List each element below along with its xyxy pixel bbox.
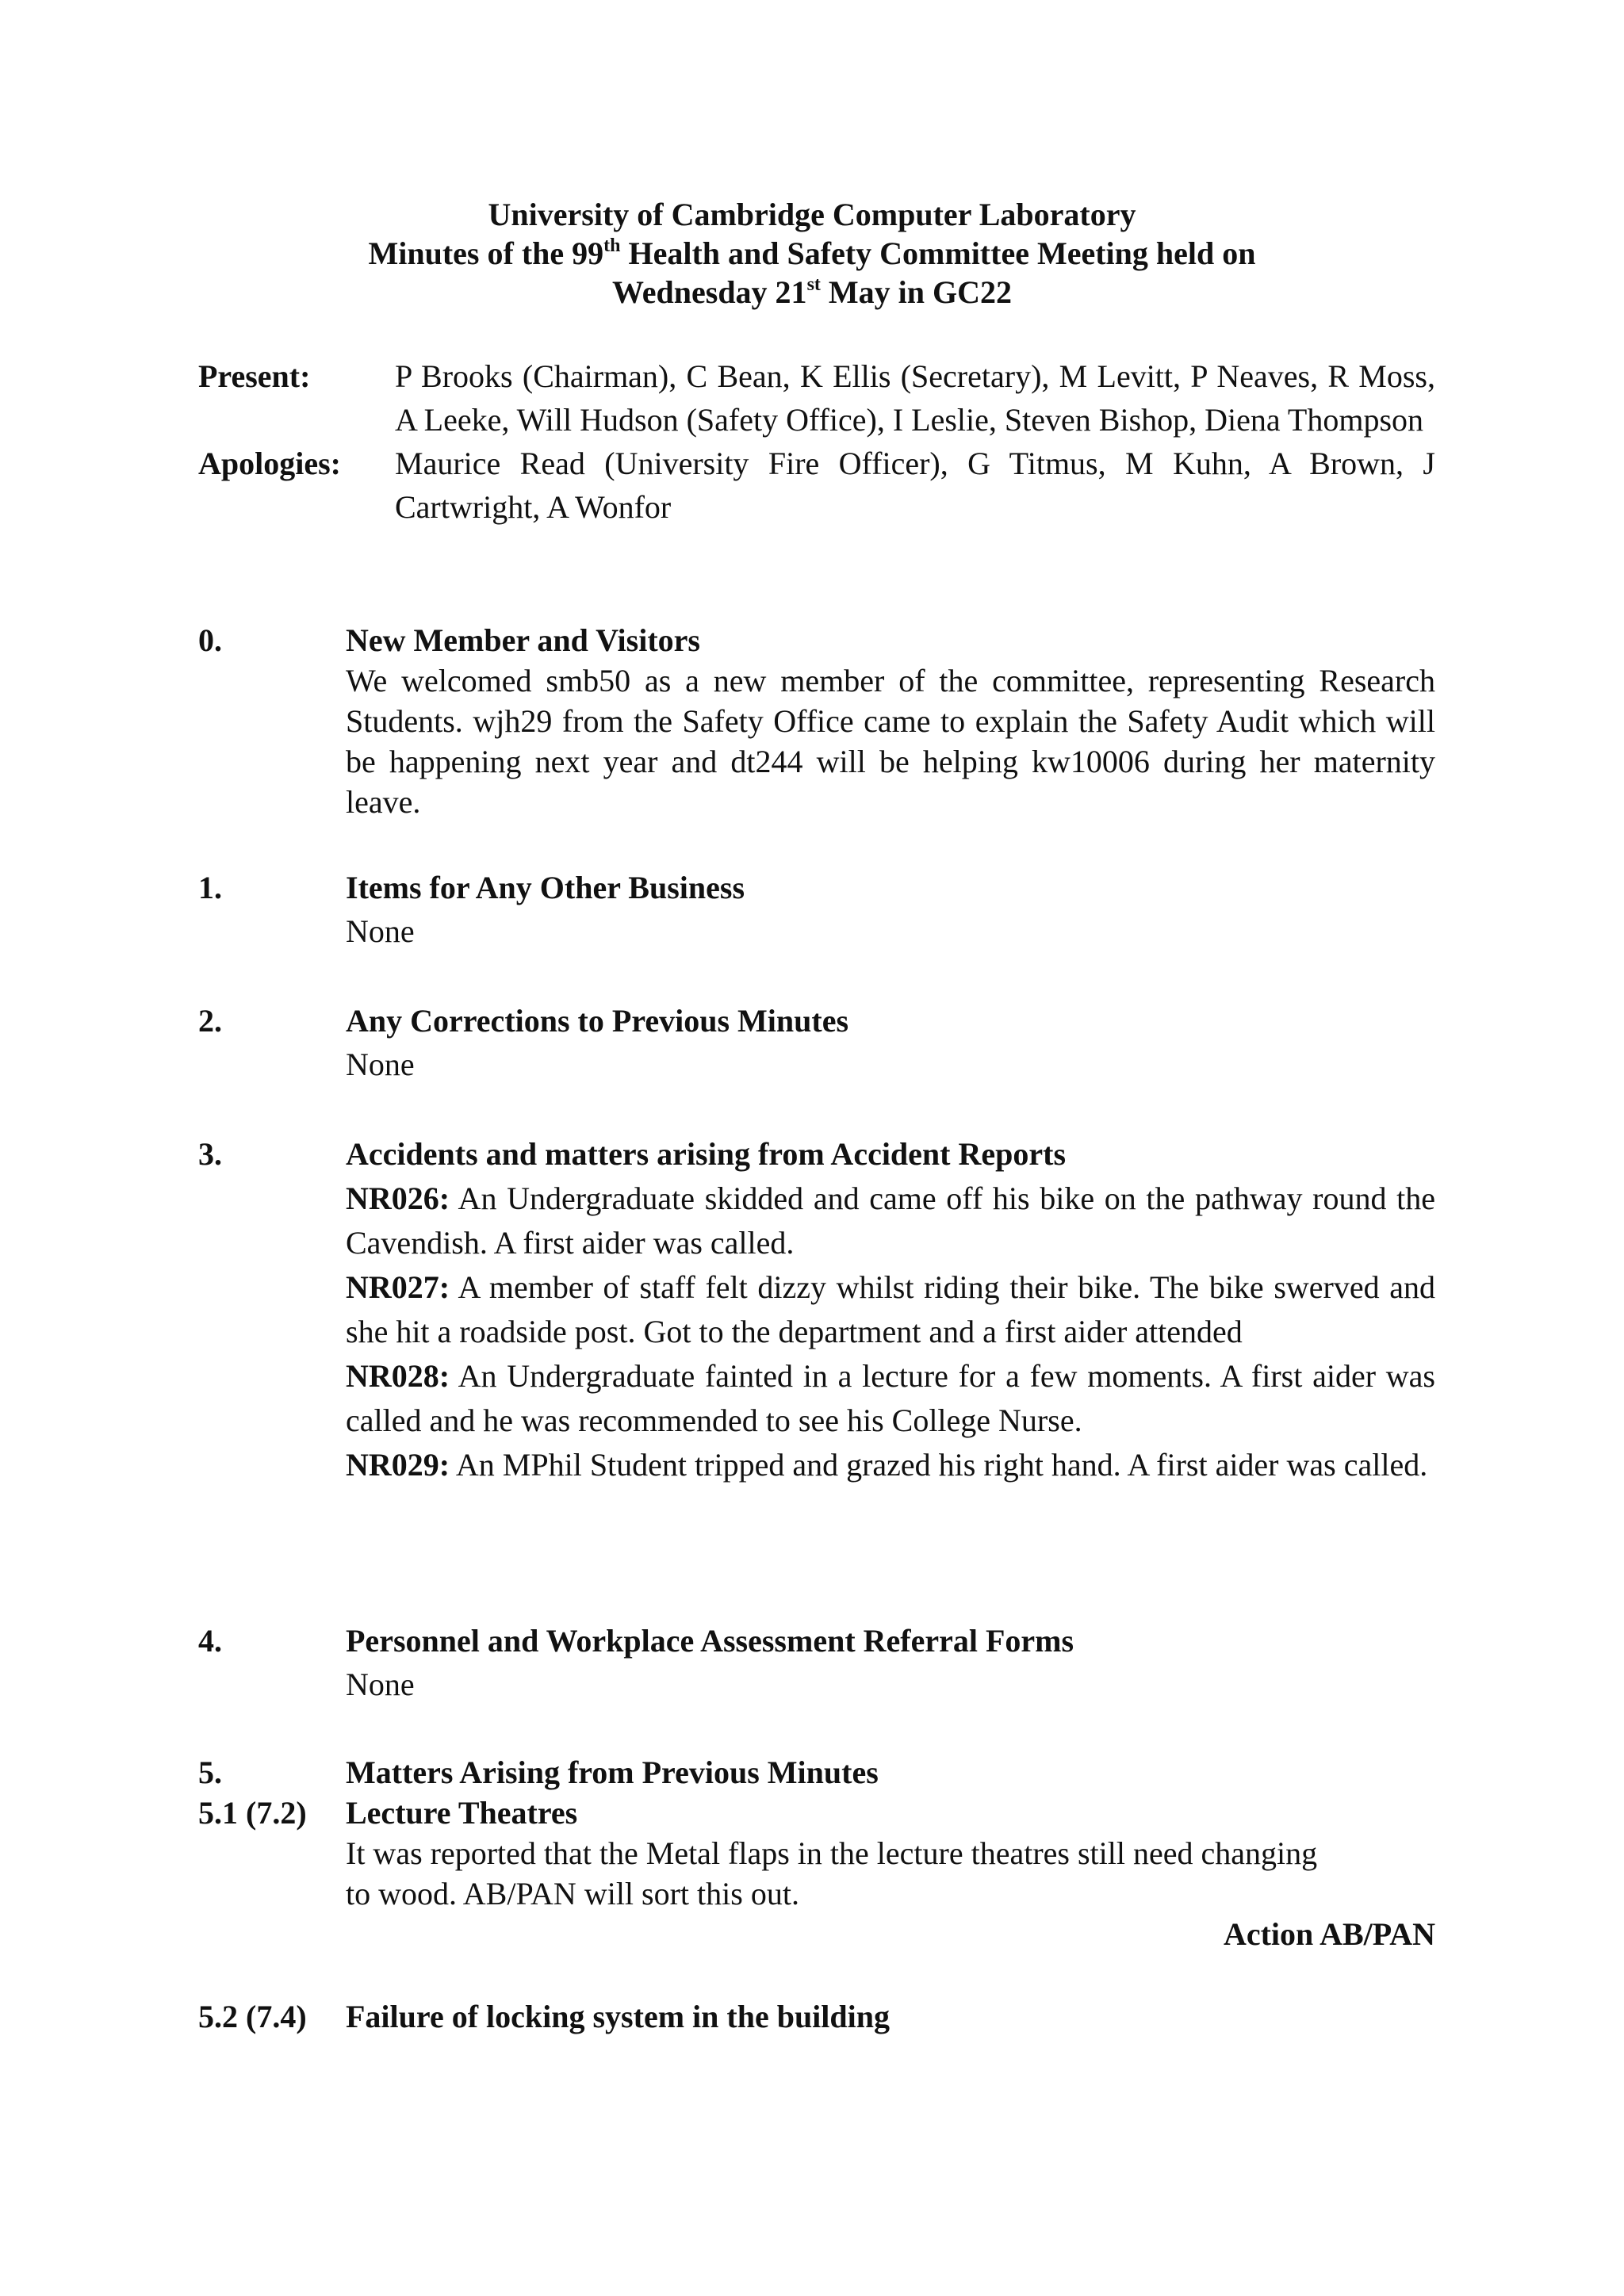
item-title: Personnel and Workplace Assessment Referral Forms <box>346 1623 1074 1659</box>
item-5-1 <box>198 1793 1435 1954</box>
header-line-2-a: Minutes of the 99 <box>368 235 604 271</box>
report-code: NR029: <box>346 1447 450 1483</box>
report-text: A member of staff felt dizzy whilst riding their bike. The bike swerved and she hit a roadside post. Got to the department and a first aider attended <box>346 1269 1435 1349</box>
header-line-2 <box>0 234 1624 273</box>
present-label: Present: <box>198 358 311 394</box>
item-0 <box>198 620 1435 822</box>
apologies-label: Apologies: <box>198 446 341 481</box>
action-note: Action AB/PAN <box>1223 1916 1435 1952</box>
header-line-3 <box>0 273 1624 312</box>
item-text: None <box>346 1047 415 1082</box>
item-number: 5.2 (7.4) <box>198 1999 307 2034</box>
present-row <box>198 354 1435 442</box>
item-title: Accidents and matters arising from Accident Reports <box>346 1136 1067 1172</box>
item-3 <box>198 1132 1435 1487</box>
header-line-2-b: Health and Safety Committee Meeting held on <box>620 235 1256 271</box>
header-line-3-a: Wednesday 21 <box>611 274 807 310</box>
report-code: NR028: <box>346 1358 450 1394</box>
report-nr028 <box>346 1354 1435 1443</box>
item-number: 5.1 (7.2) <box>198 1795 307 1831</box>
item-title: Matters Arising from Previous Minutes <box>346 1755 879 1790</box>
document-header <box>0 195 1624 312</box>
item-number: 0. <box>198 622 222 658</box>
report-text: An Undergraduate skidded and came off his bike on the pathway round the Cavendish. A first aider was called. <box>346 1181 1435 1261</box>
item-number: 5. <box>198 1755 222 1790</box>
item-4 <box>198 1619 1435 1706</box>
item-text: None <box>346 1667 415 1702</box>
item-title: Items for Any Other Business <box>346 870 745 905</box>
present-text: P Brooks (Chairman), C Bean, K Ellis (Secretary), M Levitt, P Neaves, R Moss, A Leeke, Will Hudson (Safety Office), I Leslie, Steven Bishop, Diena Thompson <box>395 358 1435 438</box>
item-number: 3. <box>198 1136 222 1172</box>
item-1 <box>198 866 1435 953</box>
report-nr029 <box>346 1443 1435 1487</box>
item-number: 1. <box>198 870 222 905</box>
attendance-block <box>198 354 1435 529</box>
report-nr027 <box>346 1265 1435 1354</box>
apologies-text: Maurice Read (University Fire Officer), G Titmus, M Kuhn, A Brown, J Cartwright, A Wonfor <box>395 446 1435 525</box>
item-number: 2. <box>198 1003 222 1039</box>
item-text: We welcomed smb50 as a new member of the committee, representing Research Students. wjh29 from the Safety Office came to explain the Safety Audit which will be happening next year and dt244 will be helping kw10006 during her maternity leave. <box>346 663 1435 820</box>
report-nr026 <box>346 1177 1435 1265</box>
item-title: New Member and Visitors <box>346 622 700 658</box>
item-number: 4. <box>198 1623 222 1659</box>
report-code: NR027: <box>346 1269 450 1305</box>
header-line-2-sup: th <box>603 235 621 256</box>
item-title: Failure of locking system in the building <box>346 1999 891 2034</box>
item-title: Any Corrections to Previous Minutes <box>346 1003 849 1039</box>
item-text: It was reported that the Metal flaps in the lecture theatres still need changing to wood. AB/PAN will sort this out. <box>346 1835 1318 1911</box>
header-line-3-b: May in GC22 <box>820 274 1013 310</box>
report-text: An MPhil Student tripped and grazed his right hand. A first aider was called. <box>450 1447 1428 1483</box>
item-5 <box>198 1752 1435 1954</box>
report-code: NR026: <box>346 1181 450 1216</box>
item-5-2 <box>198 1995 1435 2038</box>
item-title: Lecture Theatres <box>346 1795 578 1831</box>
report-text: An Undergraduate fainted in a lecture for a few moments. A first aider was called and he was recommended to see his College Nurse. <box>346 1358 1435 1438</box>
header-line-1: University of Cambridge Computer Laboratory <box>488 197 1136 232</box>
header-line-3-sup: st <box>806 274 821 295</box>
apologies-row <box>198 442 1435 529</box>
item-2 <box>198 999 1435 1086</box>
item-text: None <box>346 913 415 949</box>
